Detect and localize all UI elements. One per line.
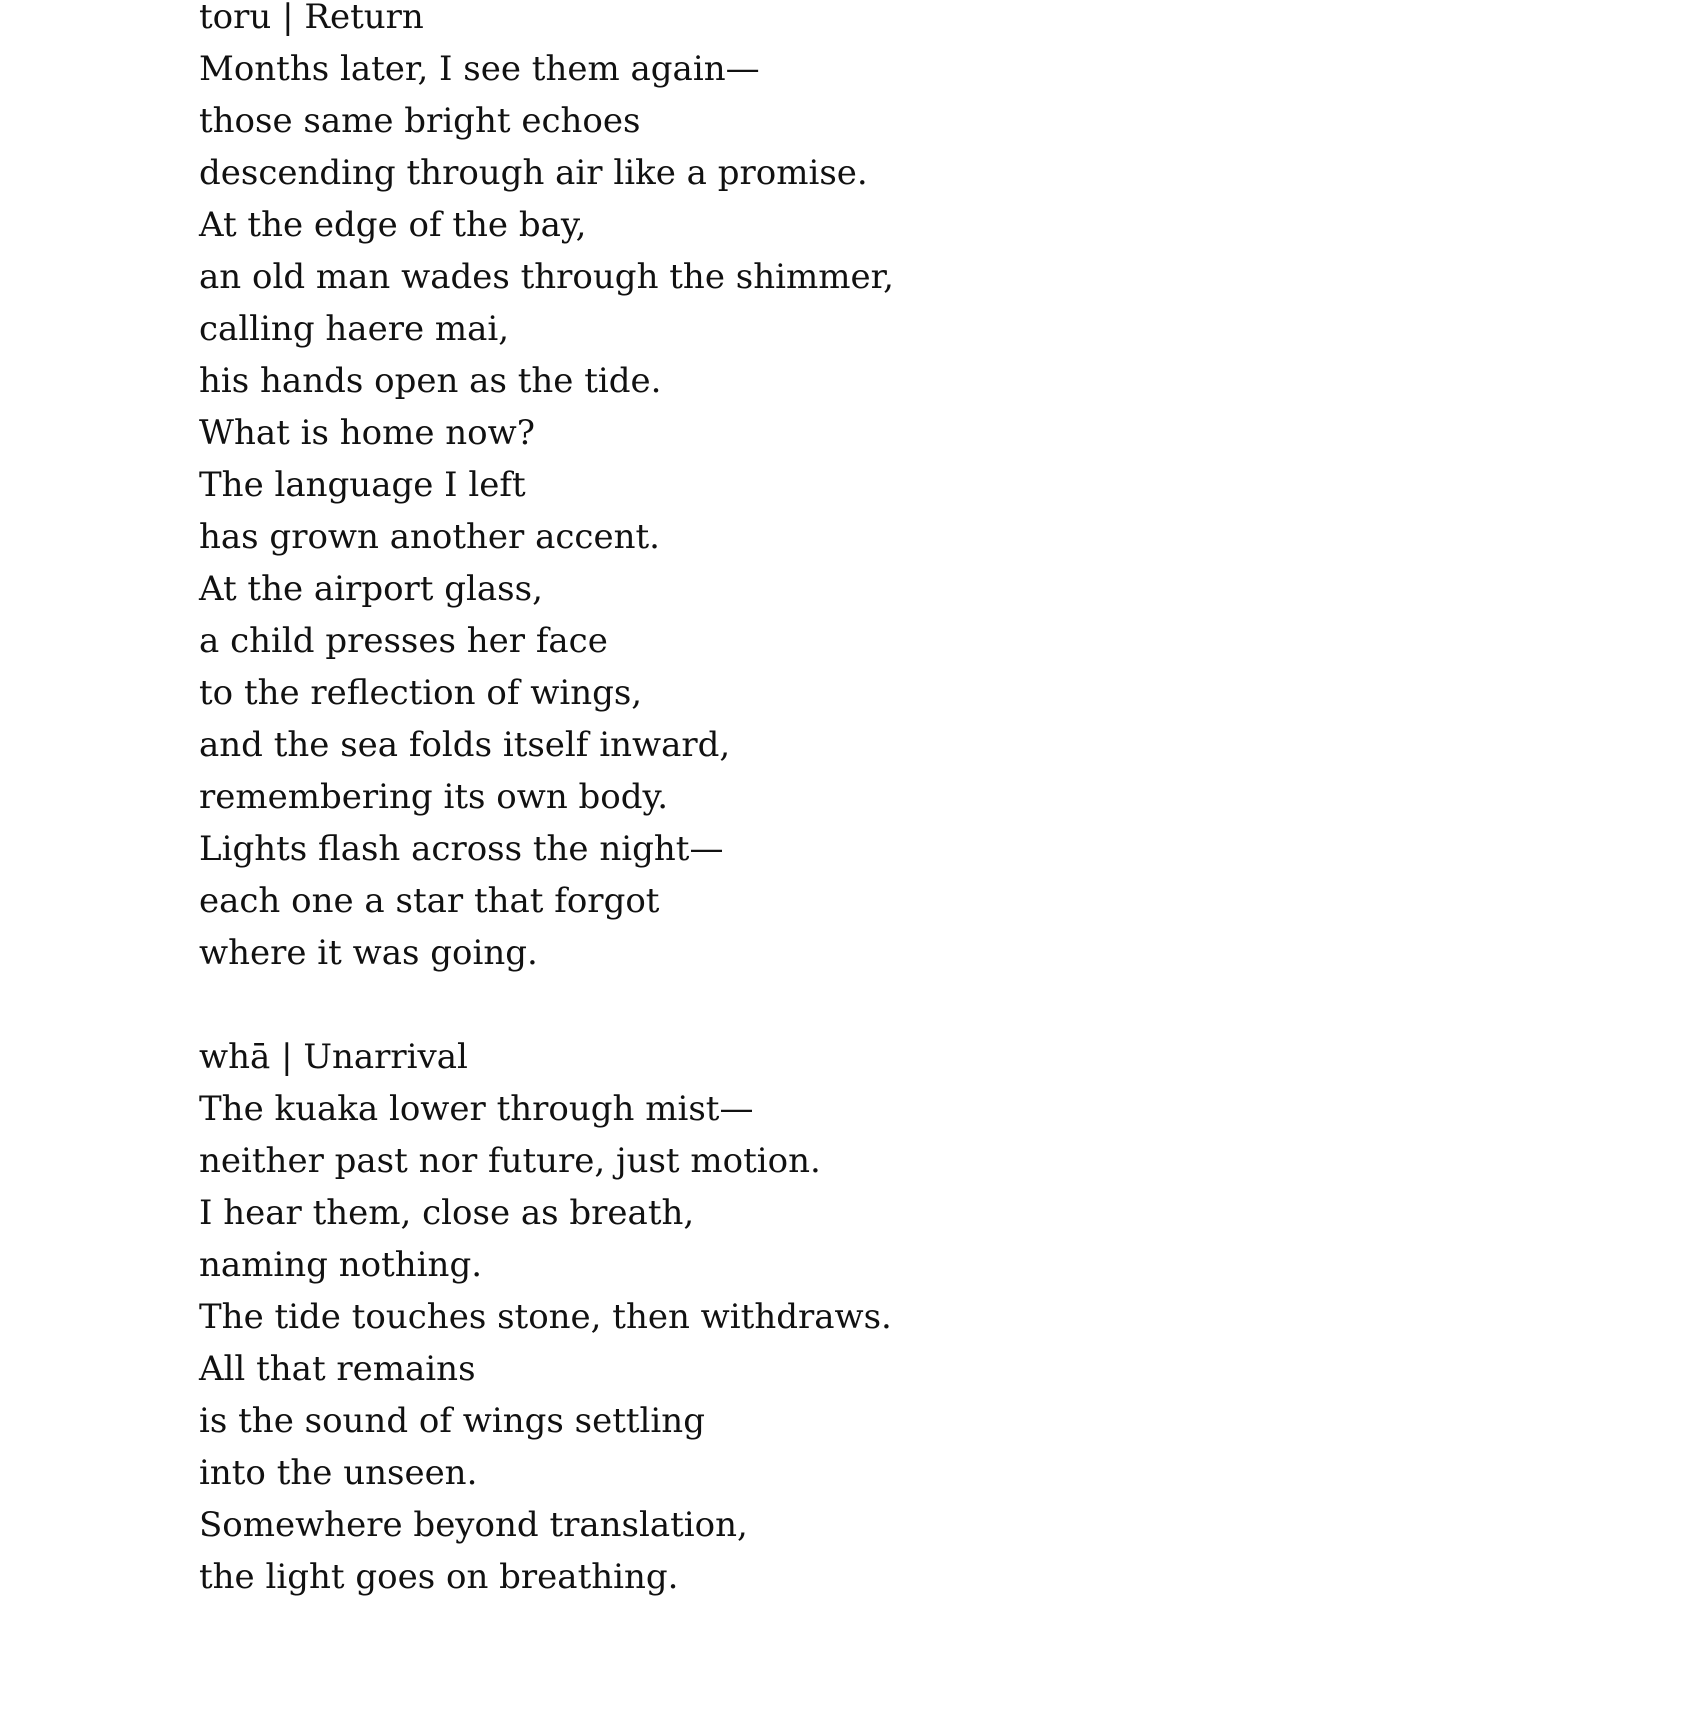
- section-wha-unarrival: [199, 1031, 1499, 1603]
- poem-line: those same bright echoes: [199, 101, 641, 141]
- poem-line: calling haere mai,: [199, 309, 510, 349]
- poem-line: The tide touches stone, then withdraws.: [199, 1297, 892, 1337]
- poem-line: The language I left: [199, 465, 526, 505]
- poem-line: where it was going.: [199, 933, 538, 973]
- poem-text: [199, 0, 1499, 1603]
- poem-line: Lights flash across the night—: [199, 829, 724, 869]
- section-heading: whā | Unarrival: [199, 1037, 468, 1077]
- poem-line: What is home now?: [199, 413, 535, 453]
- poem-line: is the sound of wings settling: [199, 1401, 705, 1441]
- poem-line: All that remains: [199, 1349, 476, 1389]
- poem-line: descending through air like a promise.: [199, 153, 868, 193]
- section-heading: toru | Return: [199, 0, 424, 37]
- poem-line: an old man wades through the shimmer,: [199, 257, 894, 297]
- poem-line: his hands open as the tide.: [199, 361, 662, 401]
- poem-line: remembering its own body.: [199, 777, 669, 817]
- poem-line: has grown another accent.: [199, 517, 660, 557]
- poem-line: At the airport glass,: [199, 569, 543, 609]
- poem-line: the light goes on breathing.: [199, 1557, 679, 1597]
- poem-line: and the sea folds itself inward,: [199, 725, 731, 765]
- poem-line: neither past nor future, just motion.: [199, 1141, 821, 1181]
- poem-line: The kuaka lower through mist—: [199, 1089, 754, 1129]
- poem-line: naming nothing.: [199, 1245, 483, 1285]
- poem-line: each one a star that forgot: [199, 881, 660, 921]
- poem-line: Somewhere beyond translation,: [199, 1505, 748, 1545]
- section-toru-return: [199, 0, 1499, 979]
- poem-line: to the reflection of wings,: [199, 673, 643, 713]
- poem-line: At the edge of the bay,: [199, 205, 587, 245]
- poem-line: I hear them, close as breath,: [199, 1193, 695, 1233]
- poem-line: a child presses her face: [199, 621, 608, 661]
- poem-line: Months later, I see them again—: [199, 49, 760, 89]
- poem-line: into the unseen.: [199, 1453, 478, 1493]
